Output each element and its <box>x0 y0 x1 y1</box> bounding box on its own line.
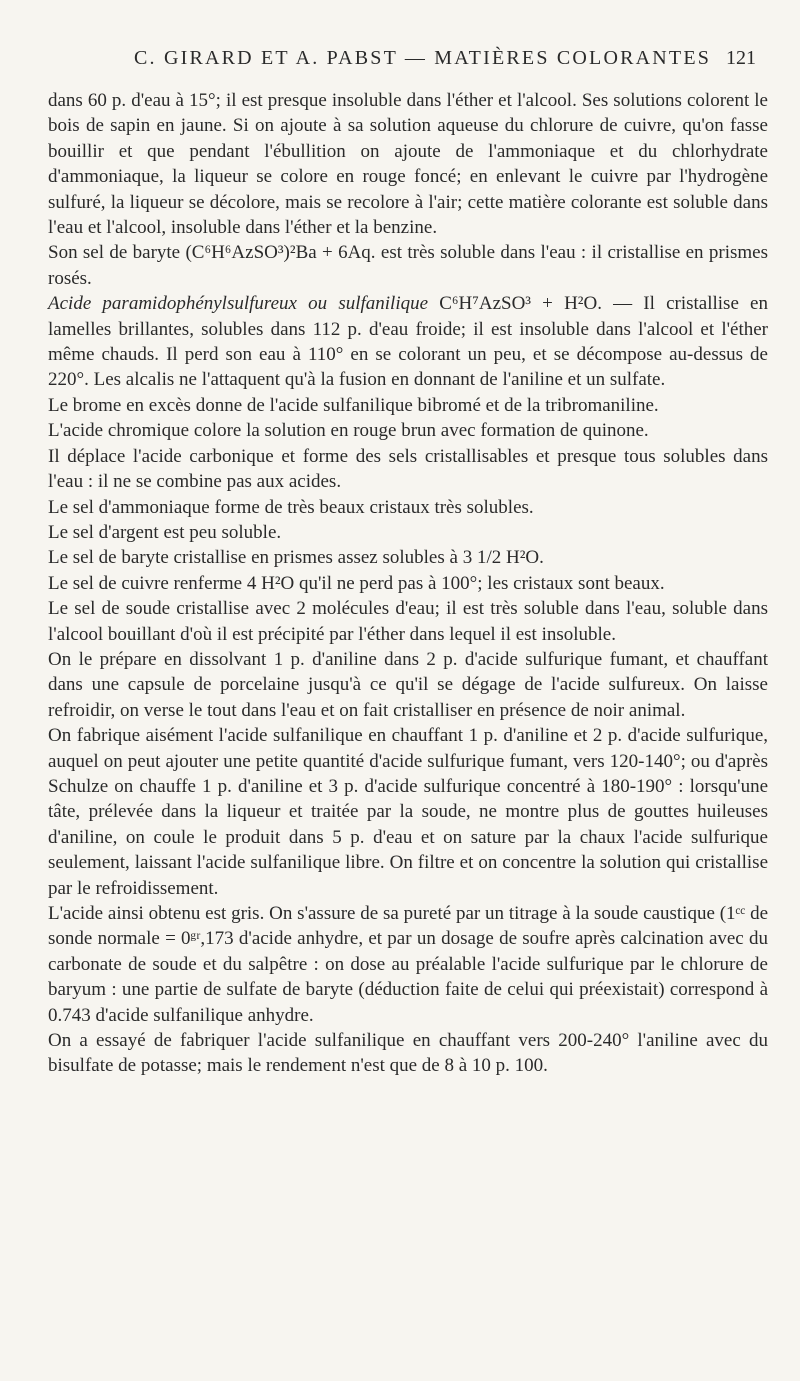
paragraph: Le brome en excès donne de l'acide sulfanilique bibromé et de la tribromaniline. <box>48 394 659 416</box>
paragraph-text: C⁶H⁷AzSO³ + H²O. — Il cristallise en lamelles brillantes, solubles dans 112 p. d'eau froide; il est insoluble dans l'alcool et l'éther même chauds. Il perd son eau à 110° en se colorant un peu, et se décompose au-dessus de 220°. Les alcalis ne l'attaquent qu'à la fusion en donnant de l'aniline et un sulfate. <box>48 293 768 391</box>
paragraph: Le sel d'argent est peu soluble. <box>48 521 282 543</box>
paragraph: dans 60 p. d'eau à 15°; il est presque insoluble dans l'éther et l'alcool. Ses solutions colorent le bois de sapin en jaune. Si on ajoute à sa solution aqueuse du chlorure de cuivre, qu'on fasse bouillir et que pendant l'ébullition on ajoute de l'ammoniaque et du chlorhydrate d'ammoniaque, la liqueur se colore en rouge foncé; en enlevant le cuivre par l'hydrogène sulfuré, la liqueur se décolore, mais se recolore à l'air; cette matière colorante est soluble dans l'eau et l'alcool, insoluble dans l'éther et la benzine. <box>48 90 768 239</box>
paragraph: Le sel de soude cristallise avec 2 molécules d'eau; il est très soluble dans l'eau, soluble dans l'alcool bouillant d'où il est précipité par l'éther dans lequel il est insoluble. <box>48 598 768 645</box>
page-body <box>48 88 768 1079</box>
paragraph: On fabrique aisément l'acide sulfanilique en chauffant 1 p. d'aniline et 2 p. d'acide sulfurique, auquel on peut ajouter une petite quantité d'acide sulfurique fumant, vers 120-140°; ou d'après Schulze on chauffe 1 p. d'aniline et 3 p. d'acide sulfurique concentré à 180-190° : lorsqu'une tâte, prélevée dans la liqueur et traitée par la soude, ne montre plus de gouttes huileuses d'aniline, on coule le produit dans 5 p. d'eau et on sature par la chaux l'acide sulfurique seulement, laissant l'acide sulfanilique libre. On filtre et on concentre la solution qui cristallise par le refroidissement. <box>48 725 768 899</box>
paragraph: Le sel de cuivre renferme 4 H²O qu'il ne perd pas à 100°; les cristaux sont beaux. <box>48 572 665 594</box>
paragraph: Son sel de baryte (C⁶H⁶AzSO³)²Ba + 6Aq. est très soluble dans l'eau : il cristallise en prismes rosés. <box>48 242 768 289</box>
paragraph: Le sel de baryte cristallise en prismes assez solubles à 3 1/2 H²O. <box>48 547 544 569</box>
paragraph: Le sel d'ammoniaque forme de très beaux cristaux très solubles. <box>48 496 534 518</box>
paragraph: L'acide ainsi obtenu est gris. On s'assure de sa pureté par un titrage à la soude caustique (1ᶜᶜ de sonde normale = 0ᵍʳ,173 d'acide anhydre, et par un dosage de soufre après calcination avec du carbonate de soude et du salpêtre : on dose au préalable l'acide sulfurique par le chlorure de baryum : une partie de sulfate de baryte (déduction faite de celui qui préexistait) correspond à 0.743 d'acide sulfanilique anhydre. <box>48 903 768 1026</box>
page-header <box>48 47 760 75</box>
paragraph <box>48 291 768 393</box>
paragraph: Il déplace l'acide carbonique et forme des sels cristallisables et presque tous solubles dans l'eau : il ne se combine pas aux acides. <box>48 445 768 493</box>
paragraph: On le prépare en dissolvant 1 p. d'aniline dans 2 p. d'acide sulfurique fumant, et chauffant dans une capsule de porcelaine jusqu'à ce qu'il se dégage de l'acide sulfureux. On laisse refroidir, on verse le tout dans l'eau et on fait cristalliser en présence de noir animal. <box>48 648 768 721</box>
page-number: 121 <box>726 47 756 69</box>
paragraph-title: Acide paramidophénylsulfureux ou sulfanilique <box>48 293 429 315</box>
paragraph: On a essayé de fabriquer l'acide sulfanilique en chauffant vers 200-240° l'aniline avec du bisulfate de potasse; mais le rendement n'est que de 8 à 10 p. 100. <box>48 1030 768 1077</box>
running-title: C. GIRARD ET A. PABST — MATIÈRES COLORANTES <box>134 47 712 69</box>
paragraph: L'acide chromique colore la solution en rouge brun avec formation de quinone. <box>48 420 649 442</box>
